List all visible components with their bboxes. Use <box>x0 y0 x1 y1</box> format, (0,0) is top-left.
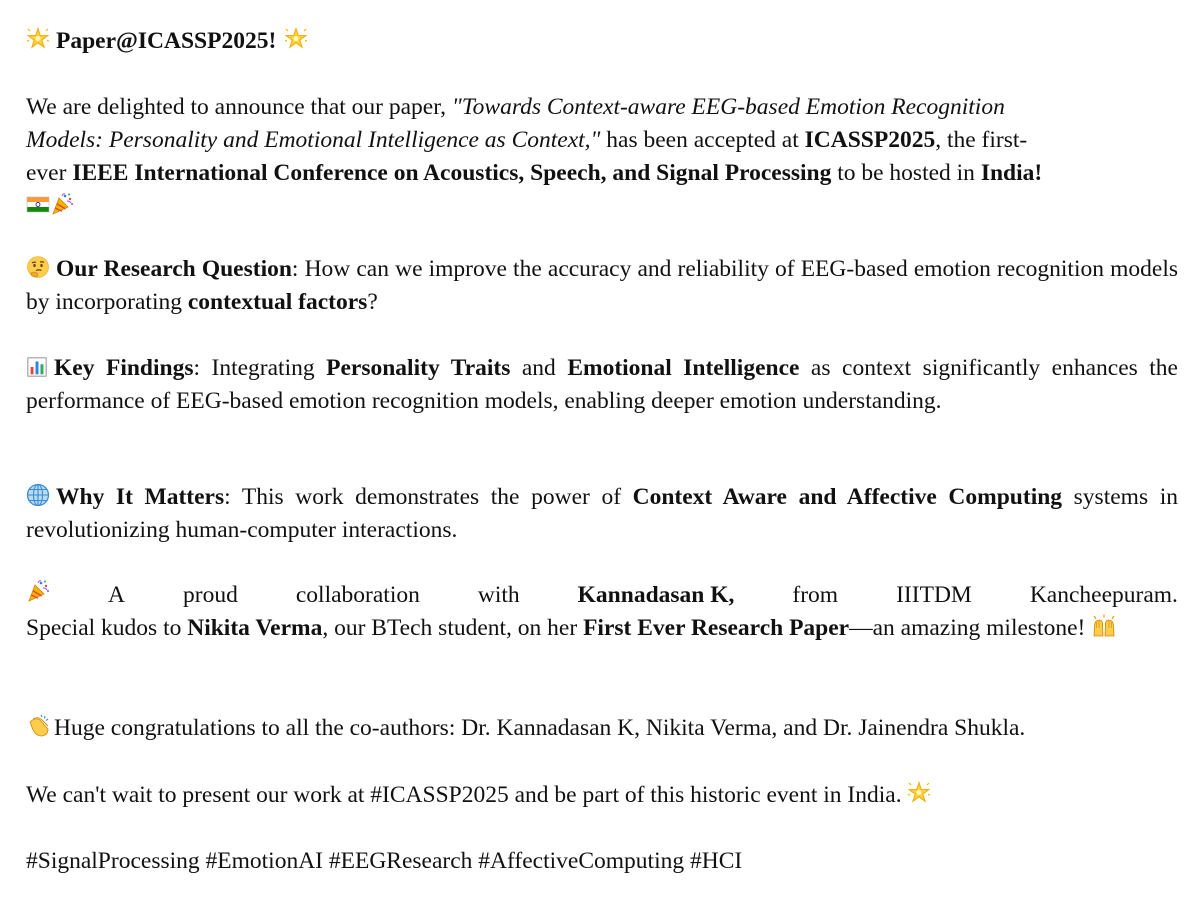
collab-rest: Special kudos to Nikita Verma, our BTech student, on her First Ever Research Paper—an amazing milestone! <box>26 612 1178 645</box>
paper-title: Models: Personality and Emotional Intelligence as Context," <box>26 127 601 153</box>
post-title <box>26 25 1178 58</box>
clapping-hands-icon <box>26 714 52 738</box>
intro-line-3: ever IEEE International Conference on Acoustics, Speech, and Signal Processing to be hosted in India! <box>26 160 1043 186</box>
collaboration-paragraph <box>26 579 1178 645</box>
hashtags: #SignalProcessing #EmotionAI #EEGResearch #AffectiveComputing #HCI <box>26 848 743 874</box>
research-question-paragraph: Our Research Question: How can we improve the accuracy and reliability of EEG-based emotion recognition models by incorporating contextual factors? <box>26 256 1178 315</box>
bar-chart-icon <box>26 356 48 378</box>
glowing-star-icon <box>26 27 50 51</box>
globe-icon <box>26 483 50 507</box>
india-flag-icon <box>26 192 50 216</box>
intro-paragraph <box>26 91 1178 223</box>
thinking-face-icon <box>26 255 50 279</box>
why-it-matters-paragraph: Why It Matters: This work demonstrates the power of Context Aware and Affective Computing systems in revolutionizing human-computer interactions. <box>26 484 1178 543</box>
key-findings-paragraph: Key Findings: Integrating Personality Traits and Emotional Intelligence as context significantly enhances the performance of EEG-based emotion recognition models, enabling deeper emotion understanding. <box>26 355 1178 414</box>
party-popper-icon <box>50 192 74 216</box>
glowing-star-icon <box>907 781 931 805</box>
student-name: Nikita Verma <box>187 615 323 641</box>
conference-name: ICASSP2025 <box>804 127 936 153</box>
conference-full-name: IEEE International Conference on Acoustics, Speech, and Signal Processing <box>72 160 832 186</box>
party-popper-icon <box>26 579 50 612</box>
section-label: Our Research Question <box>56 256 292 282</box>
raising-hands-icon <box>1091 614 1117 638</box>
section-label: Why It Matters <box>56 484 225 510</box>
title-text: Paper@ICASSP2025! <box>56 28 277 54</box>
glowing-star-icon <box>284 27 308 51</box>
closing-paragraph: We can't wait to present our work at #ICASSP2025 and be part of this historic event in India. <box>26 779 1178 812</box>
intro-line-1: We are delighted to announce that our paper, "Towards Context-aware EEG-based Emotion Recognition <box>26 94 1005 120</box>
congratulations-paragraph: Huge congratulations to all the co-authors: Dr. Kannadasan K, Nikita Verma, and Dr. Jainendra Shukla. <box>26 712 1178 745</box>
intro-line-2: Models: Personality and Emotional Intelligence as Context," has been accepted at ICASSP2025, the first- <box>26 127 1028 153</box>
collaborator-name: Kannadasan K, <box>577 582 735 608</box>
country-name: India! <box>980 160 1043 186</box>
section-label: Key Findings <box>54 355 194 381</box>
collab-line-1: A proud collaboration with Kannadasan K, from IIITDM Kancheepuram. <box>26 579 1178 612</box>
paper-title: "Towards Context-aware EEG-based Emotion Recognition <box>451 94 1005 120</box>
